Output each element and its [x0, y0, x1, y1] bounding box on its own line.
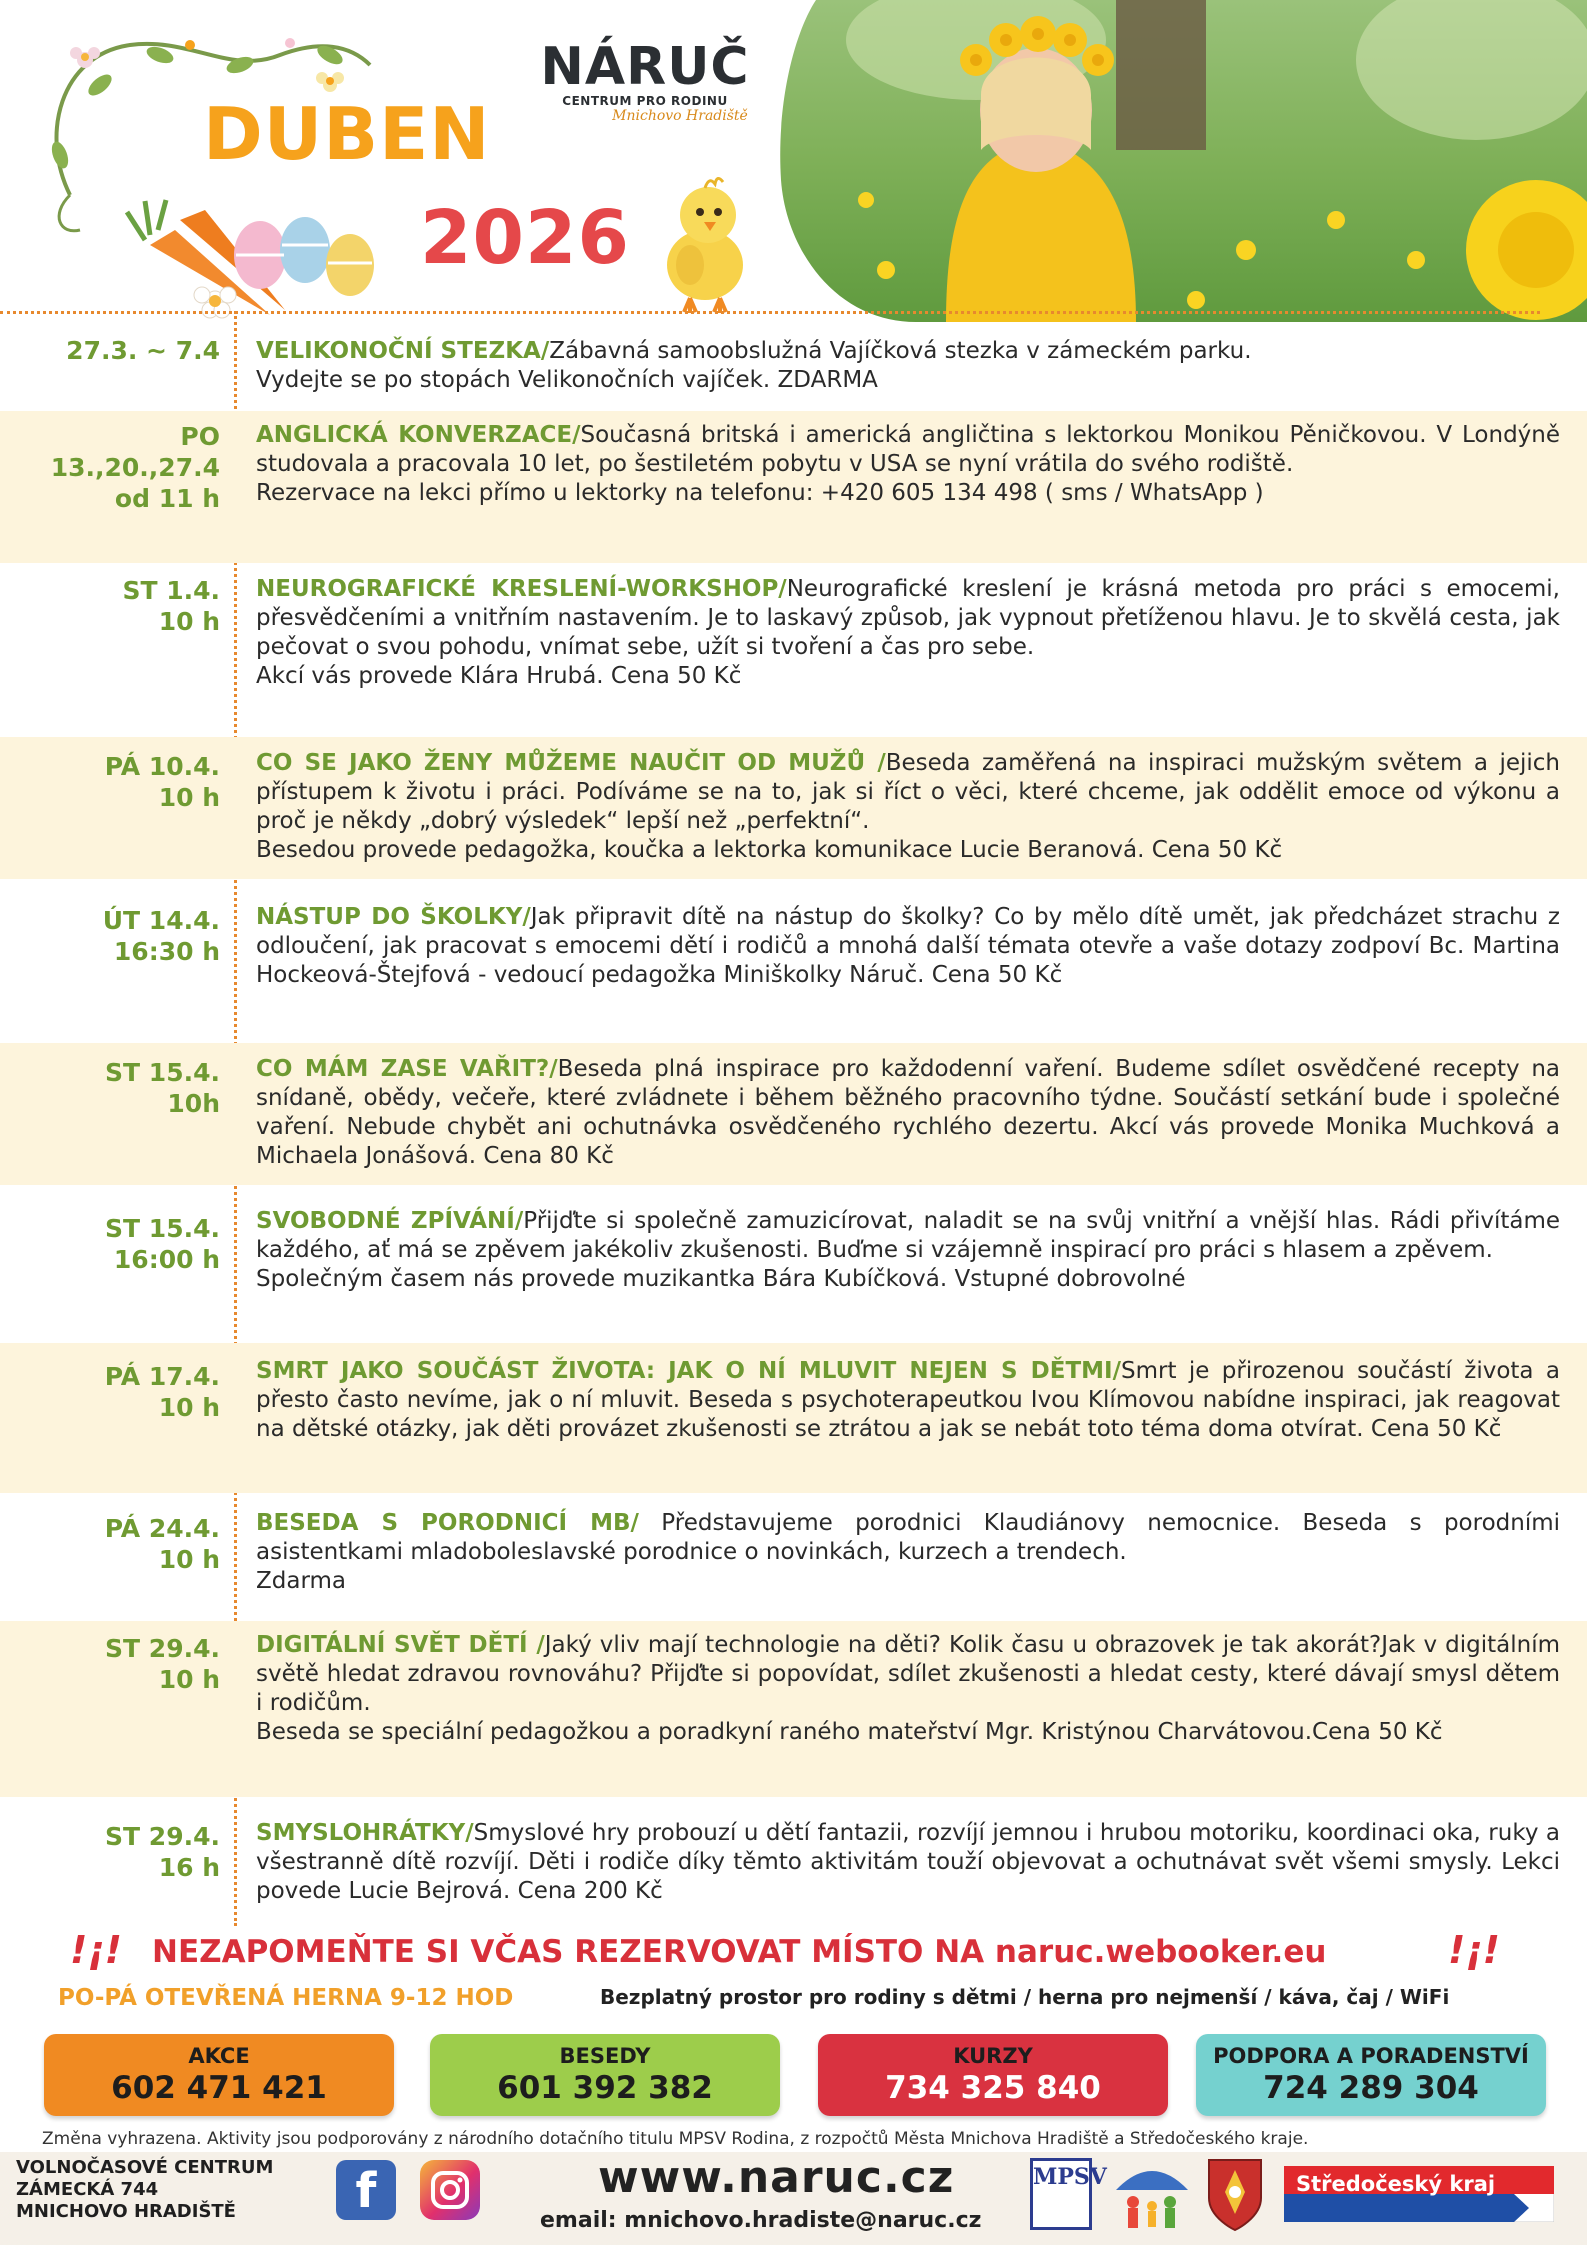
event-title: NÁSTUP DO ŠKOLKY/: [256, 904, 531, 930]
event-body: [256, 1509, 1560, 1596]
event-body: [256, 421, 1560, 508]
event-date: ST 15.4. 10h: [105, 1058, 220, 1118]
event-text: Smyslové hry probouzí u dětí fantazii, rozvíjí jemnou i hrubou motoriku, koordinaci oka, ruky a všestranně dítě rozvíjí. Děti i rodiče díky těmto aktivitám touží objevovat a ochutnávat svět všemi smysly. Lekci povede Lucie Bejrová. Cena 200 Kč: [256, 1820, 1560, 1904]
event-title: SMYSLOHRÁTKY/: [256, 1820, 474, 1846]
reservation-banner: [0, 1928, 1587, 1978]
event-row: [0, 1195, 1587, 1335]
contact-box-kurzy: [818, 2034, 1168, 2116]
exclamation-icon-right: !¡!: [1448, 1928, 1500, 1972]
event-text: Besedou provede pedagožka, koučka a lektorka komunikace Lucie Beranová. Cena 50 Kč: [256, 837, 1283, 863]
naruc-logo: [540, 37, 750, 150]
event-title: SVOBODNÉ ZPÍVÁNÍ/: [256, 1208, 524, 1234]
event-title: CO SE JAKO ŽENY MŮŽEME NAUČIT OD MUŽŮ /: [256, 750, 886, 776]
event-title: SMRT JAKO SOUČÁST ŽIVOTA: JAK O NÍ MLUVIT NEJEN S DĚTMI/: [256, 1358, 1121, 1384]
header-divider: [0, 311, 1540, 314]
event-title: VELIKONOČNÍ STEZKA/: [256, 338, 550, 364]
stredocesky-kraj-logo: [1284, 2166, 1554, 2222]
event-date: PÁ 10.4. 10 h: [104, 752, 220, 812]
event-row: [0, 411, 1587, 563]
event-title: CO MÁM ZASE VAŘIT?/: [256, 1056, 558, 1082]
event-row: [0, 1621, 1587, 1797]
event-text: Zdarma: [256, 1568, 347, 1594]
free-space-info: Bezplatný prostor pro rodiny s dětmi / herna pro nejmenší / káva, čaj / WiFi: [600, 1985, 1450, 2009]
event-body: [256, 337, 1560, 395]
event-title: BESEDA S PORODNICÍ MB/: [256, 1510, 639, 1536]
logo-subtitle: CENTRUM PRO RODINU: [562, 94, 728, 108]
event-text: Současná britská i americká angličtina s lektorkou Monikou Pěničkovou. V Londýně studovala a pracovala 10 let, po šestiletém pobytu v USA se nyní vrátila do svého rodiště.: [256, 422, 1561, 477]
contact-box-podpora: [1196, 2034, 1546, 2116]
event-text: Smrt je přirozenou součástí života a přesto často nevíme, jak o ní mluvit. Beseda s psychoterapeutkou Ivou Klímovou nabídne inspiraci, jak reagovat na dětské otázky, jak děti provázet zkušenosti se ztrátou a jak se nebát toto téma doma otvírat. Cena 50 Kč: [256, 1358, 1561, 1442]
event-body: [256, 1055, 1560, 1171]
event-text: Vydejte se po stopách Velikonočních vajíček. ZDARMA: [256, 367, 878, 393]
year-title: 2026: [420, 195, 630, 281]
event-date: ST 29.4. 16 h: [105, 1822, 220, 1882]
exclamation-icon-left: !¡!: [70, 1928, 122, 1972]
event-text: Jaký vliv mají technologie na děti? Kolik času u obrazovek je tak akorát?Jak v digitálním světě hledat zdravou rovnováhu? Přijďte si popovídat, sdílet zkušenosti a hledat cesty, které dávají smysl dětem i rodičům.: [256, 1632, 1560, 1716]
town-crest: [1205, 2156, 1265, 2234]
event-body: [256, 1819, 1560, 1906]
event-text: Společným časem nás provede muzikantka Bára Kubíčková. Vstupné dobrovolné: [256, 1266, 1186, 1292]
event-date: ST 29.4. 10 h: [105, 1634, 220, 1694]
event-title: DIGITÁLNÍ SVĚT DĚTÍ /: [256, 1632, 545, 1658]
event-text: Beseda se speciální pedagožkou a poradkyní raného mateřství Mgr. Kristýnou Charvátovou.Cena 50 Kč: [256, 1719, 1443, 1745]
event-row: [0, 1343, 1587, 1493]
contact-label: KURZY: [953, 2044, 1033, 2068]
event-text: Beseda zaměřená na inspiraci mužským světem a jejich přístupem k životu i práci. Podíváme se na to, jak si říct o věci, které chceme, jak oddělit emoce od výkonu a proč je někdy „dobrý výsledek“ lepší než „perfektní“.: [256, 750, 1560, 834]
event-text: Zábavná samoobslužná Vajíčková stezka v zámeckém parku.: [549, 338, 1252, 364]
event-text: Akcí vás provede Klára Hrubá. Cena 50 Kč: [256, 663, 742, 689]
event-text: Představujeme porodnici Klaudiánovy nemocnice. Beseda s porodními asistentkami mladoboleslavské porodnice o novinkách, kurzech a trendech.: [256, 1510, 1561, 1565]
event-date: 27.3. ~ 7.4: [66, 336, 220, 365]
mpsv-logo: [1030, 2158, 1107, 2230]
logo-town: Mnichovo Hradiště: [612, 108, 748, 124]
disclaimer: Změna vyhrazena. Aktivity jsou podporovány z národního dotačního titulu MPSV Rodina, z rozpočtů Města Mnichova Hradiště a Středočeského kraje.: [42, 2129, 1309, 2149]
month-title: DUBEN: [203, 92, 491, 176]
event-date: PÁ 24.4. 10 h: [104, 1514, 220, 1574]
event-text: Beseda plná inspirace pro každodenní vaření. Budeme sdílet osvědčené recepty na snídaně, obědy, večeře, které zvládnete i během běžného pracovního týdne. Součástí setkání bude i společné vaření. Nebude chybět ani ochutnávka osvědčeného rychlého dezertu. Akcí vás provede Monika Muchková a Michaela Jonášová. Cena 80 Kč: [256, 1056, 1560, 1169]
facebook-icon[interactable]: f: [336, 2160, 396, 2220]
reservation-text[interactable]: NEZAPOMEŇTE SI VČAS REZERVOVAT MÍSTO NA naruc.webooker.eu: [152, 1934, 1327, 1970]
rodina-logo: [1108, 2150, 1196, 2238]
event-body: [256, 1207, 1560, 1294]
kraj-text: Středočeský kraj: [1296, 2172, 1496, 2196]
website-link[interactable]: www.naruc.cz: [598, 2152, 955, 2203]
event-row: [0, 1807, 1587, 1917]
event-date: PÁ 17.4. 10 h: [104, 1362, 220, 1422]
instagram-icon[interactable]: [420, 2160, 480, 2220]
contact-box-besedy: [430, 2034, 780, 2116]
event-row: [0, 325, 1587, 407]
event-text: Rezervace na lekci přímo u lektorky na telefonu: +420 605 134 498 ( sms / WhatsApp ): [256, 480, 1264, 506]
contact-box-akce: [44, 2034, 394, 2116]
event-date: PO 13.,20.,27.4 od 11 h: [50, 422, 220, 513]
event-row: [0, 737, 1587, 879]
event-date: ST 15.4. 16:00 h: [105, 1214, 220, 1274]
contact-phone[interactable]: 724 289 304: [1263, 2070, 1479, 2106]
contact-label: AKCE: [188, 2044, 250, 2068]
child-spring-photo: [776, 0, 1587, 322]
event-row: [0, 1499, 1587, 1619]
event-title: NEUROGRAFICKÉ KRESLENÍ-WORKSHOP/: [256, 576, 787, 602]
event-title: ANGLICKÁ KONVERZACE/: [256, 422, 581, 448]
email-link[interactable]: email: mnichovo.hradiste@naruc.cz: [540, 2208, 982, 2233]
event-date: ST 1.4. 10 h: [122, 576, 220, 636]
contact-phone[interactable]: 602 471 421: [111, 2070, 327, 2106]
contact-label: BESEDY: [559, 2044, 651, 2068]
event-body: [256, 903, 1560, 990]
event-text: Přijďte si společně zamuzicírovat, naladit se na svůj vnitřní a vnější hlas. Rádi přivítáme každého, ať má se zpěvem jakékoliv zkušenosti. Buďme si vzájemně inspirací pro práci s hlasem a zpěvem.: [256, 1208, 1561, 1263]
event-text: Jak připravit dítě na nástup do školky? Co by mělo dítě umět, jak předcházet strachu z odloučení, jak pracovat s emocemi dětí i rodičů a mnohá další témata otevře a vaše dotazy zodpoví Bc. Martina Hockeová-Štejfová - vedoucí pedagožka Miniškolky Náruč. Cena 50 Kč: [256, 904, 1560, 988]
contact-boxes: [0, 2034, 1587, 2124]
event-body: [256, 1357, 1560, 1444]
contact-phone[interactable]: 734 325 840: [885, 2070, 1101, 2106]
playroom-hours: PO-PÁ OTEVŘENÁ HERNA 9-12 HOD: [58, 1985, 514, 2011]
event-body: [256, 1631, 1560, 1747]
address: VOLNOČASOVÉ CENTRUM ZÁMECKÁ 744 MNICHOVO HRADIŠTĚ: [16, 2157, 274, 2222]
event-date: ÚT 14.4. 16:30 h: [102, 906, 220, 966]
mpsv-logo-text: MPSV: [1033, 2164, 1107, 2190]
event-row: [0, 1043, 1587, 1185]
header: [0, 0, 1587, 320]
contact-label: PODPORA A PORADENSTVÍ: [1213, 2044, 1529, 2068]
chick-illustration: [650, 160, 760, 320]
event-body: [256, 749, 1560, 865]
event-text: Neurografické kreslení je krásná metoda pro práci s emocemi, přesvědčeními a vnitřním nastavením. Je to laskavý způsob, jak vypnout přetíženou hlavu. Je to skvělá cesta, jak pečovat o svou pohodu, vnímat sebe, užít si tvoření a čas pro sebe.: [256, 576, 1560, 660]
logo-name: NÁRUČ: [540, 37, 750, 97]
event-row: [0, 891, 1587, 1031]
contact-phone[interactable]: 601 392 382: [497, 2070, 713, 2106]
event-body: [256, 575, 1560, 691]
event-row: [0, 567, 1587, 727]
